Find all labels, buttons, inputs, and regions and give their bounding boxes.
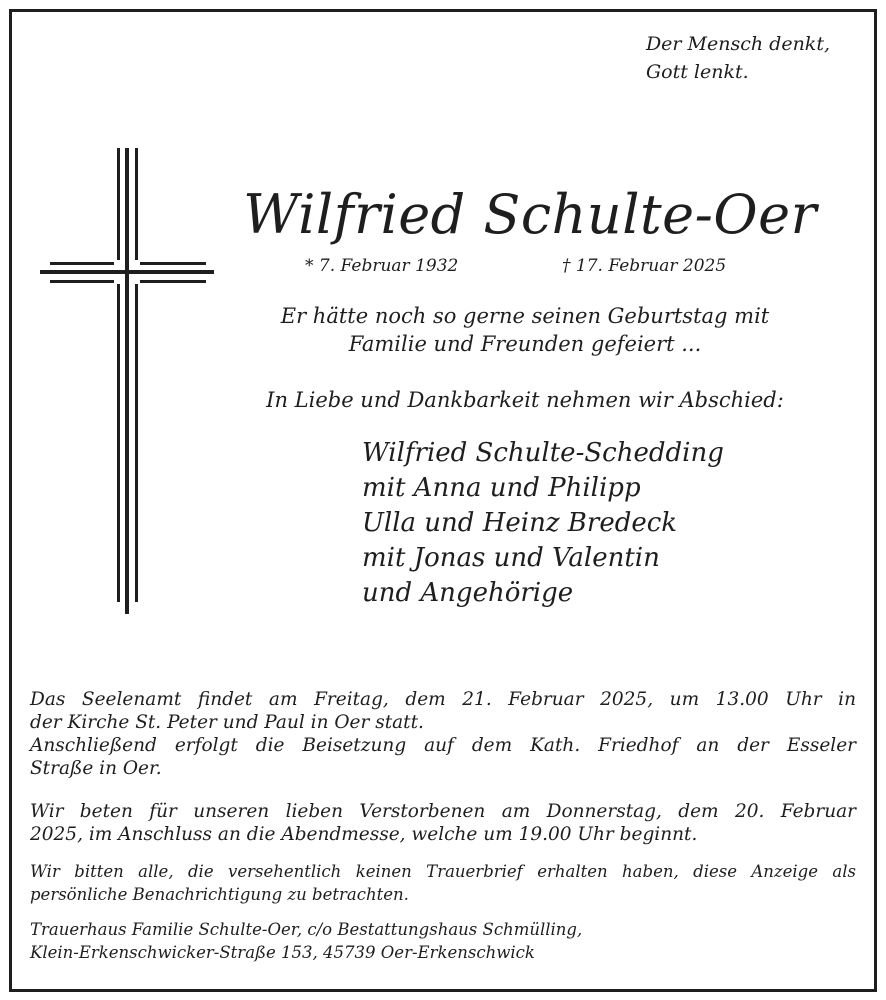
mourner: Ulla und Heinz Bredeck — [362, 508, 678, 538]
death-date: † 17. Februar 2025 — [562, 256, 727, 276]
notice-line: Wir bitten alle, die versehentlich keinen Trauerbrief erhalten haben, diese Anzeige als — [30, 862, 856, 881]
mourner: Wilfried Schulte-Schedding — [362, 438, 724, 468]
service-line: Straße in Oer. — [30, 758, 162, 779]
address-line: Klein-Erkenschwicker-Straße 153, 45739 Oer-Erkenschwick — [30, 943, 535, 962]
service-line: der Kirche St. Peter und Paul in Oer statt. — [30, 712, 424, 733]
prayer-line: Wir beten für unseren lieben Verstorbenen am Donnerstag, dem 20. Februar — [30, 801, 856, 822]
quote — [200, 302, 850, 358]
address-info — [30, 918, 856, 964]
deceased-name: Wilfried Schulte-Oer — [243, 183, 817, 246]
service-line: Anschließend erfolgt die Beisetzung auf dem Kath. Friedhof an der Esseler — [30, 735, 856, 756]
quote-line: Er hätte noch so gerne seinen Geburtstag mit — [280, 304, 770, 328]
mourner: mit Anna und Philipp — [362, 473, 641, 503]
prayer-info — [30, 800, 856, 846]
birth-date: * 7. Februar 1932 — [305, 256, 459, 276]
mourner: mit Jonas und Valentin — [362, 543, 660, 573]
prayer-line: 2025, im Anschluss an die Abendmesse, welche um 19.00 Uhr beginnt. — [30, 824, 698, 845]
motto — [646, 30, 830, 86]
service-line: Das Seelenamt findet am Freitag, dem 21. Februar 2025, um 13.00 Uhr in — [30, 689, 856, 710]
motto-line: Gott lenkt. — [645, 61, 749, 83]
mourner: und Angehörige — [362, 578, 574, 608]
farewell-text: In Liebe und Dankbarkeit nehmen wir Abschied: — [266, 388, 784, 412]
motto-line: Der Mensch denkt, — [645, 33, 830, 55]
notice-info — [30, 860, 856, 906]
service-info — [30, 688, 856, 780]
notice-line: persönliche Benachrichtigung zu betrachten. — [30, 885, 409, 904]
quote-line: Familie und Freunden gefeiert ... — [348, 332, 702, 356]
mourners-list — [362, 436, 724, 611]
address-line: Trauerhaus Familie Schulte-Oer, c/o Bestattungshaus Schmülling, — [30, 920, 583, 939]
cross-icon — [40, 148, 216, 616]
